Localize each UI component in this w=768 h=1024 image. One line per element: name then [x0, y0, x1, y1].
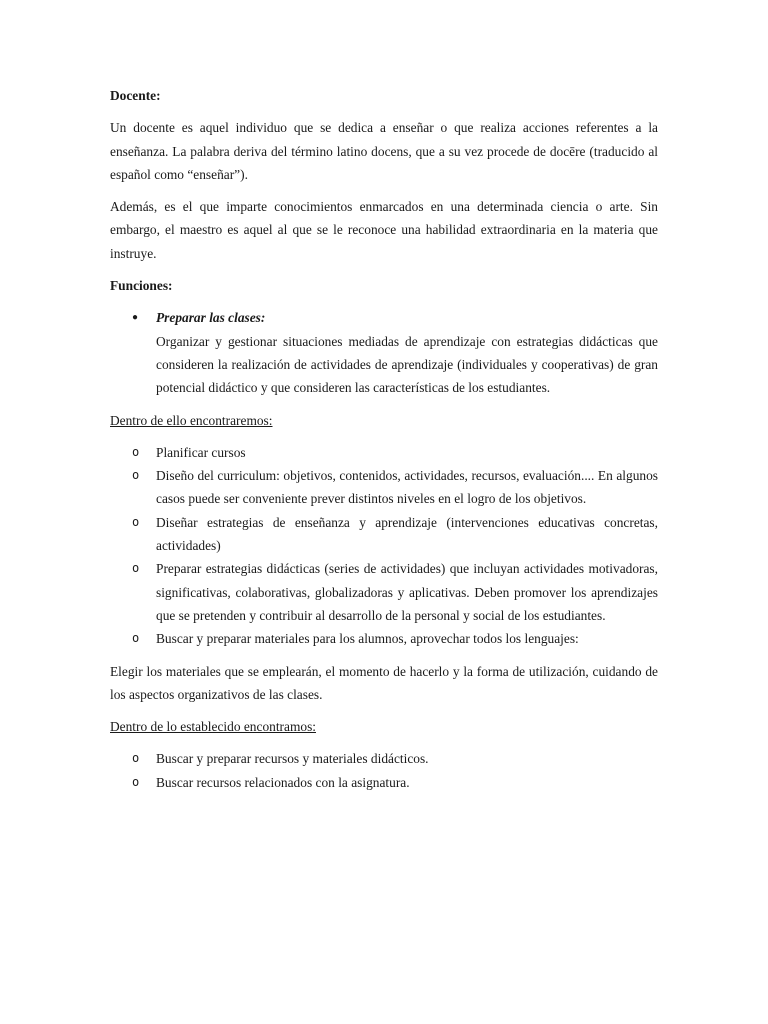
list-marker-icon: o — [132, 774, 140, 789]
preparar-body: Organizar y gestionar situaciones mediadas de aprendizaje con estrategias didácticas que consideren la realización de actividades de aprendizaje (individuales y cooperativas) de gran potencial didáctico y que consideren las características de los estudiantes. — [156, 333, 658, 396]
list-marker-icon: o — [132, 631, 140, 646]
list-marker-icon: o — [132, 514, 140, 529]
list-marker-icon: o — [132, 561, 140, 576]
heading-funciones: Funciones: — [110, 278, 173, 294]
list-item — [110, 771, 658, 794]
list-item — [110, 627, 658, 650]
heading-docente: Docente: — [110, 88, 161, 103]
paragraph-elegir: Elegir los materiales que se emplearán, el momento de hacerlo y la forma de utilización, cuidando de los aspectos organizativos de las clases. — [110, 663, 658, 702]
list-marker-icon: o — [132, 751, 140, 766]
list-encontraremos — [110, 441, 658, 651]
list-item-preparar — [110, 306, 658, 399]
list-item — [110, 557, 658, 627]
paragraph-definicion: Un docente es aquel individuo que se dedica a enseñar o que realiza acciones referentes a la enseñanza. La palabra deriva del término latino docens, que a su vez procede de docēre (traducido al español como “enseñar”). — [110, 120, 658, 182]
list-item-text: Buscar y preparar materiales para los alumnos, aprovechar todos los lenguajes: — [156, 631, 579, 647]
list-item — [110, 747, 658, 770]
funciones-list — [110, 306, 658, 399]
list-marker-icon: o — [132, 444, 140, 459]
list-item — [110, 441, 658, 464]
list-marker-icon: o — [132, 468, 140, 483]
list-item — [110, 464, 658, 511]
list-item-text: Diseño del curriculum: objetivos, contenidos, actividades, recursos, evaluación.... En algunos casos puede ser conveniente prever distintos niveles en el logro de los objetivos. — [156, 468, 658, 507]
preparar-title: Preparar las clases: — [156, 310, 266, 326]
list-item-text: Buscar y preparar recursos y materiales didácticos. — [156, 751, 429, 767]
bullet-icon: ● — [132, 312, 139, 324]
list-item-text: Buscar recursos relacionados con la asignatura. — [156, 774, 410, 790]
subheading-dentro-establecido: Dentro de lo establecido encontramos: — [110, 719, 316, 735]
list-encontramos — [110, 747, 658, 794]
list-item-text: Planificar cursos — [156, 444, 246, 460]
subheading-dentro-ello: Dentro de ello encontraremos: — [110, 412, 273, 428]
list-item — [110, 511, 658, 558]
list-item-text: Preparar estrategias didácticas (series de actividades) que incluyan actividades motivadoras, significativas, colaborativas, globalizadoras y aplicativas. Deben promover los aprendizajes que se pretenden y contribuir al desarrollo de la personal y social de los estudiantes. — [156, 561, 658, 623]
list-item-text: Diseñar estrategias de enseñanza y aprendizaje (intervenciones educativas concretas, actividades) — [156, 514, 658, 554]
document-page — [110, 84, 658, 803]
paragraph-ademas: Además, es el que imparte conocimientos enmarcados en una determinada ciencia o arte. Sin embargo, el maestro es aquel al que se le reconoce una habilidad extraordinaria en la materia que instruye. — [110, 199, 658, 261]
